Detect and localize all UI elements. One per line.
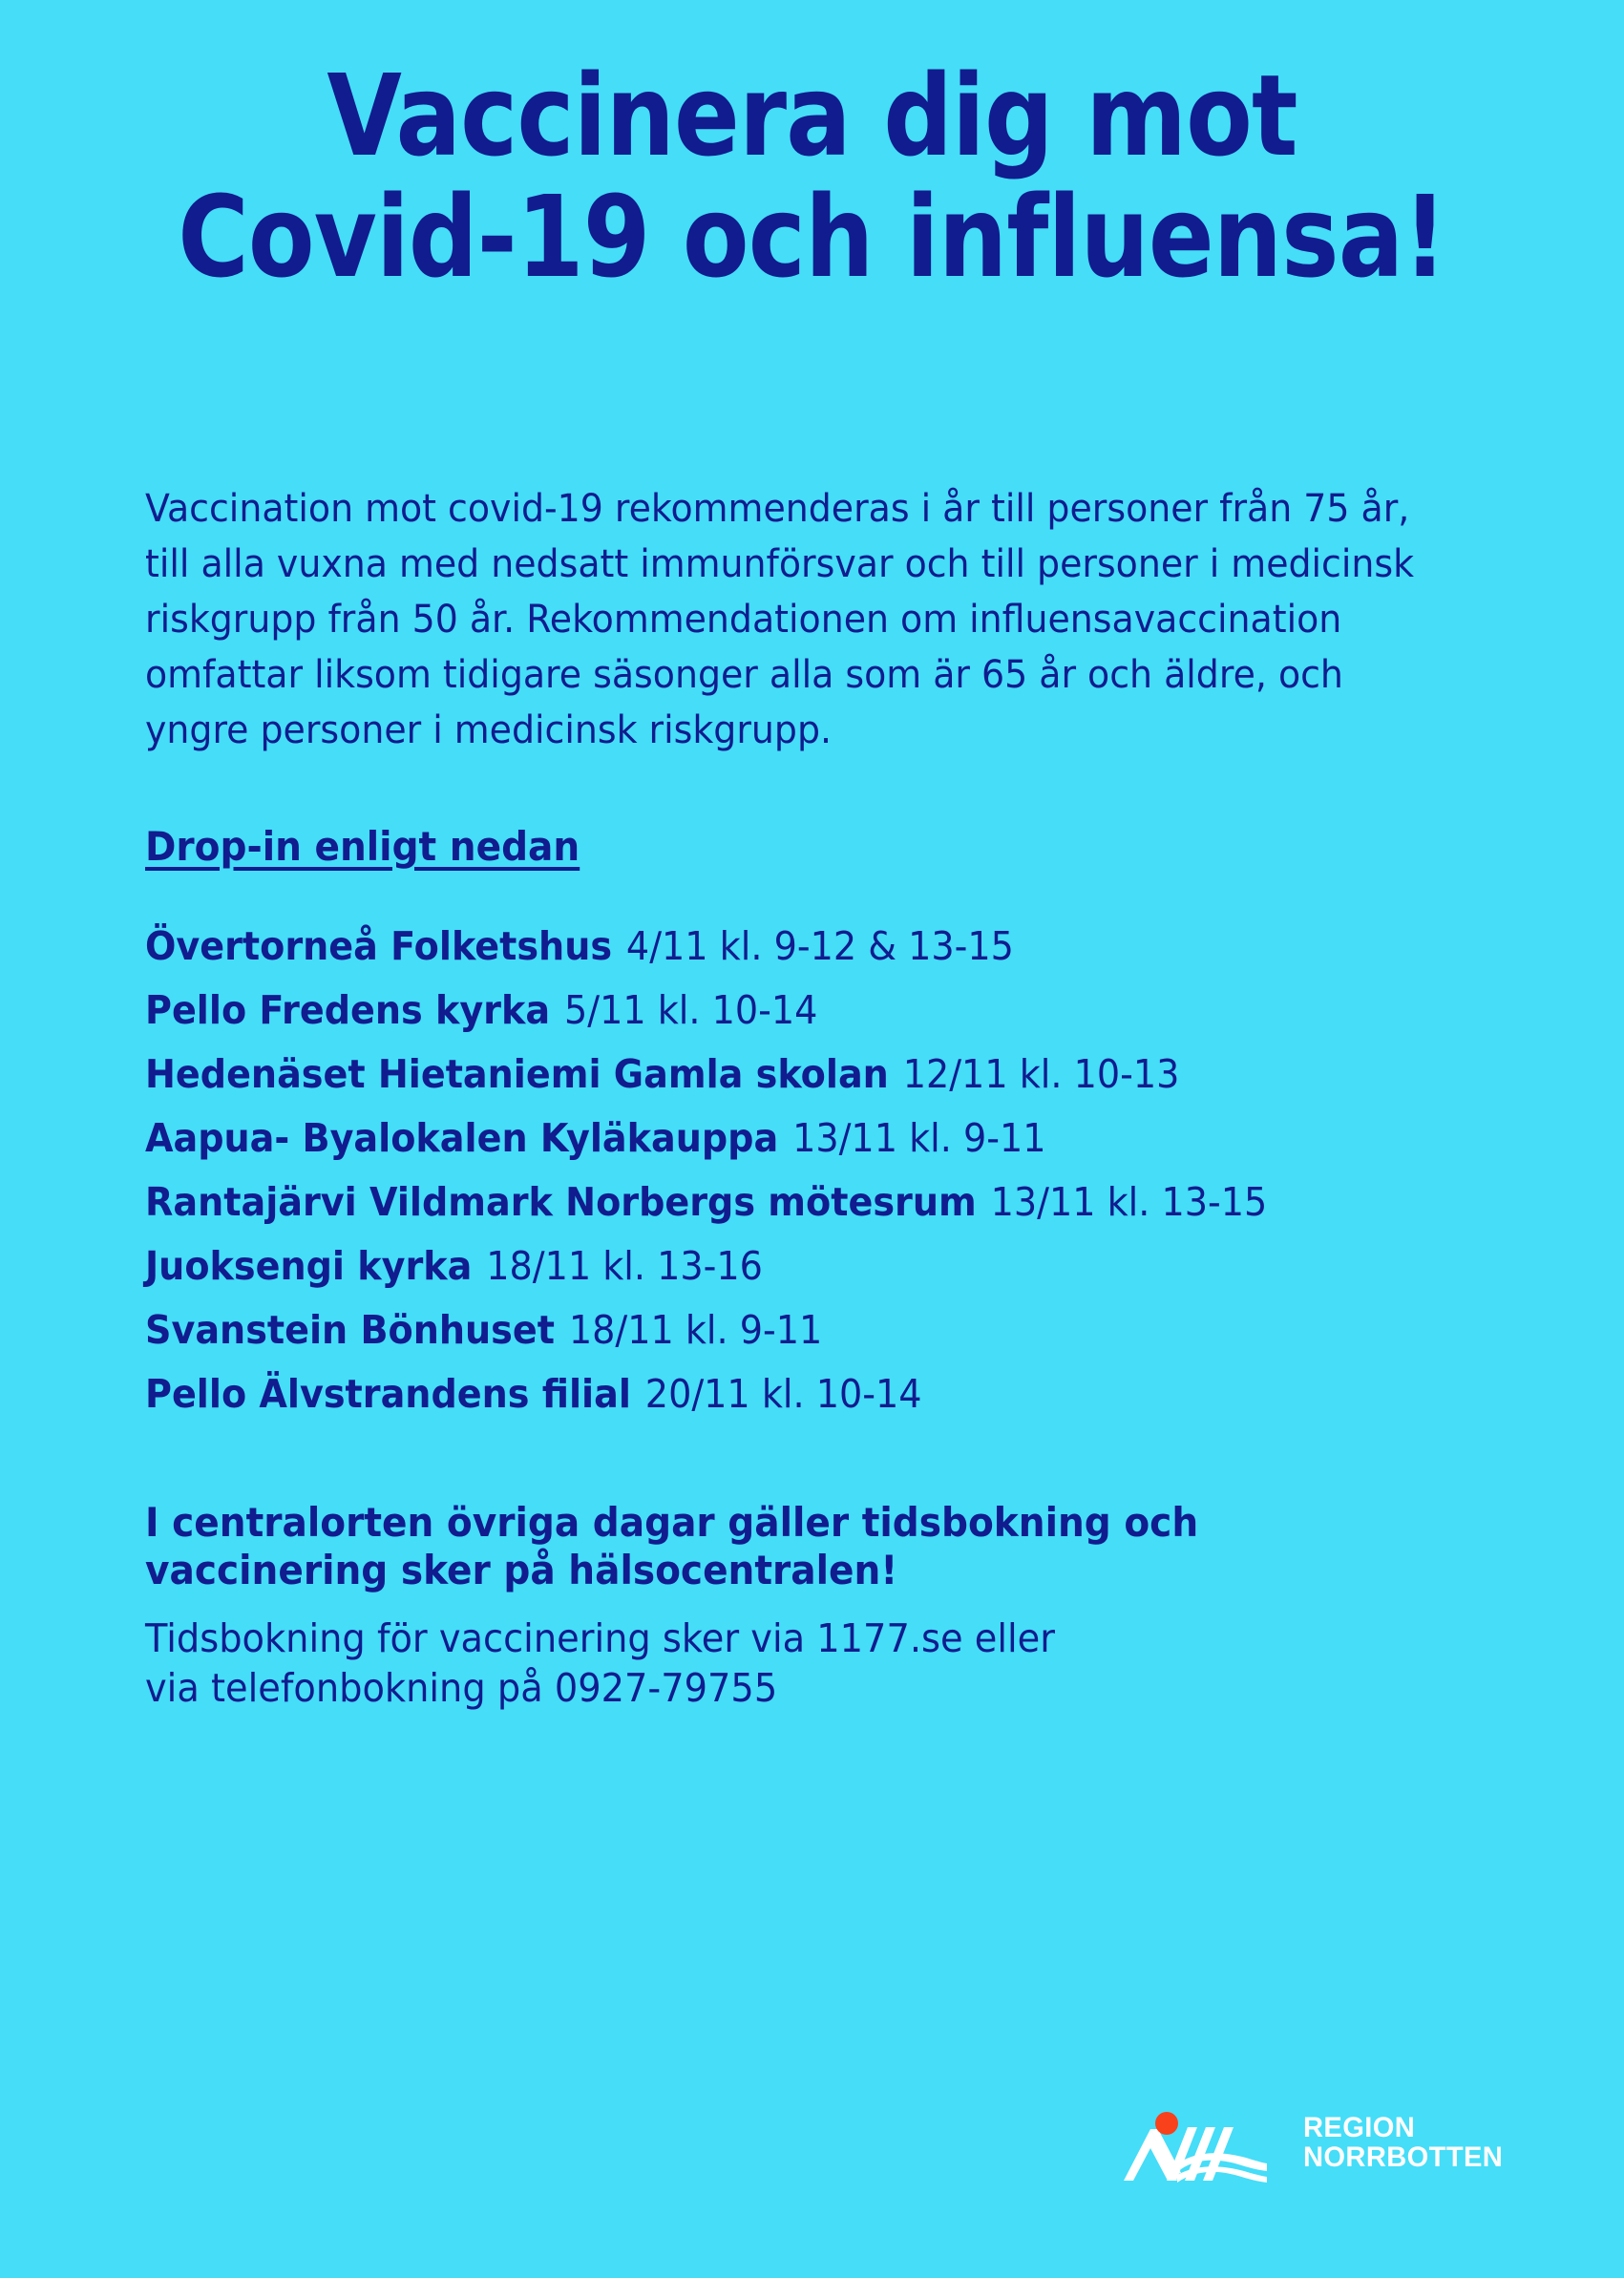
location-time: 18/11 kl. 13-16	[486, 1243, 763, 1289]
location-name: Övertorneå Folketshus	[145, 923, 613, 969]
region-norrbotten-logo	[1122, 2091, 1523, 2196]
booking-info	[145, 1614, 1341, 1714]
location-time: 20/11 kl. 10-14	[644, 1371, 922, 1417]
location-time: 12/11 kl. 10-13	[902, 1051, 1180, 1097]
location-name: Svanstein Bönhuset	[145, 1307, 555, 1353]
mountain-sun-water-logo-mark	[1122, 2102, 1290, 2184]
location-time: 4/11 kl. 9-12 & 13-15	[625, 923, 1014, 969]
title-line-1: Vaccinera dig mot	[327, 50, 1297, 181]
location-time: 13/11 kl. 13-15	[990, 1179, 1268, 1225]
logo-wordmark	[1303, 2114, 1509, 2172]
list-item	[145, 1043, 1477, 1107]
location-name: Aapua- Byalokalen Kyläkauppa	[145, 1115, 779, 1161]
location-time: 5/11 kl. 10-14	[563, 987, 818, 1033]
title-line-2: Covid-19 och influensa!	[178, 171, 1446, 304]
list-item	[145, 1171, 1477, 1234]
location-time: 18/11 kl. 9-11	[568, 1307, 823, 1353]
dropin-schedule-list	[145, 915, 1577, 1426]
list-item	[145, 979, 1477, 1043]
intro-paragraph: Vaccination mot covid-19 rekommenderas i år till personer från 75 år, till alla vuxna med nedsatt immunförsvar och till personer i medicinsk riskgrupp från 50 år. Rekommendationen om influensavaccination omfattar liksom tidigare säsonger alla som är 65 år och äldre, och yngre personer i medicinsk riskgrupp.	[145, 484, 1415, 752]
booking-line-1: Tidsbokning för vaccinering sker via 1177.se eller	[145, 1615, 1056, 1661]
location-name: Hedenäset Hietaniemi Gamla skolan	[145, 1051, 889, 1097]
location-name: Pello Fredens kyrka	[145, 987, 551, 1033]
list-item	[145, 1298, 1477, 1362]
logo-line-2: NORRBOTTEN	[1303, 2141, 1504, 2173]
location-time: 13/11 kl. 9-11	[792, 1115, 1046, 1161]
page-title	[0, 50, 1624, 304]
location-name: Juoksengi kyrka	[145, 1243, 473, 1289]
list-item	[145, 1234, 1477, 1298]
central-town-notice: I centralorten övriga dagar gäller tidsbokning och vaccinering sker på hälsocentralen!	[145, 1499, 1199, 1594]
logo-line-1: REGION	[1303, 2112, 1416, 2144]
list-item	[145, 915, 1477, 979]
location-name: Pello Älvstrandens filial	[145, 1371, 631, 1417]
list-item	[145, 1107, 1477, 1171]
dropin-heading: Drop-in enligt nedan	[145, 823, 580, 870]
list-item	[145, 1362, 1477, 1426]
location-name: Rantajärvi Vildmark Norbergs mötesrum	[145, 1179, 977, 1225]
booking-line-2: via telefonbokning på 0927-79755	[145, 1665, 778, 1712]
